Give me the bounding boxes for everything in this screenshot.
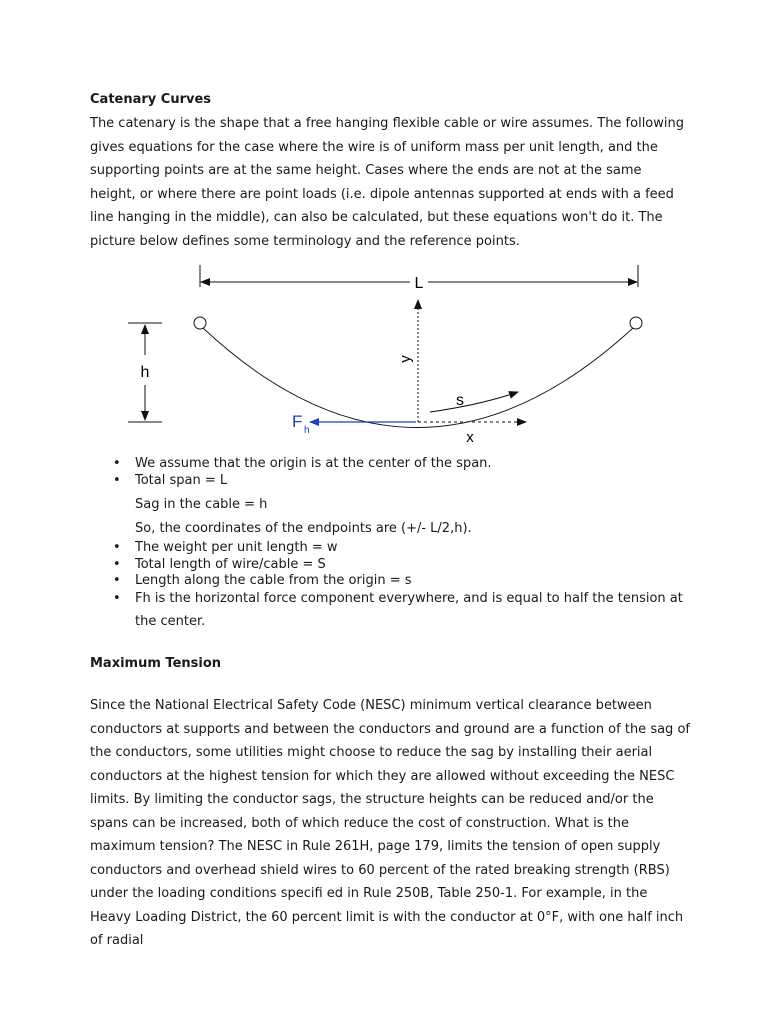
- list-item: • The weight per unit length = w: [135, 540, 690, 557]
- section-title-maximum-tension: Maximum Tension: [90, 656, 222, 671]
- list-item: • Length along the cable from the origin = s: [135, 573, 690, 590]
- force-subscript: h: [304, 425, 310, 436]
- catenary-diagram: [110, 255, 670, 455]
- force-label: F: [292, 412, 303, 431]
- list-item: • We assume that the origin is at the center of the span.: [135, 456, 690, 473]
- catenary-figure: [110, 255, 670, 455]
- definitions-list: [90, 456, 690, 634]
- maximum-tension-paragraph: Since the National Electrical Safety Code (NESC) minimum vertical clearance between conductors at supports and between the conductors and ground are a function of the sag of the conductors, some utilities might choose to reduce the sag by installing their aerial conductors at the highest tension for which they are allowed without exceeding the NESC limits. By limiting the conductor sags, the structure heights can be reduced and/or the spans can be increased, both of which reduce the cost of construction. What is the maximum tension? The NESC in Rule 261H, page 179, limits the tension of open supply conductors and overhead shield wires to 60 percent of the rated breaking strength (RBS) under the loading conditions specifi ed in Rule 250B, Table 250-1. For example, in the Heavy Loading District, the 60 percent limit is with the conductor at 0°F, with one half inch of radial: [90, 698, 690, 948]
- document-page: [90, 88, 690, 253]
- list-item: • Total span = L Sag in the cable = h So, the coordinates of the endpoints are (+/- L/2,h).: [135, 473, 690, 541]
- list-item: • Total length of wire/cable = S: [135, 557, 690, 574]
- maximum-tension-section: [90, 652, 690, 953]
- arc-length-label: s: [456, 392, 464, 409]
- x-axis-label: x: [466, 429, 474, 446]
- list-item: • Fh is the horizontal force component everywhere, and is equal to half the tension at the center.: [135, 587, 690, 634]
- right-support-point: [630, 317, 642, 329]
- span-label: L: [414, 275, 424, 292]
- intro-paragraph: The catenary is the shape that a free hanging flexible cable or wire assumes. The following gives equations for the case where the wire is of uniform mass per unit length, and the supporting points are at the same height. Cases where the ends are not at the same height, or where there are point loads (i.e. dipole antennas supported at ends with a feed line hanging in the middle), can also be calculated, but these equations won't do it. The picture below defines some terminology and the reference points.: [90, 116, 685, 249]
- sag-label: h: [140, 364, 150, 381]
- y-axis-label: y: [397, 355, 414, 363]
- left-support-point: [194, 317, 206, 329]
- arc-length-arrow: [430, 392, 518, 412]
- section-title-catenary: Catenary Curves: [90, 92, 212, 107]
